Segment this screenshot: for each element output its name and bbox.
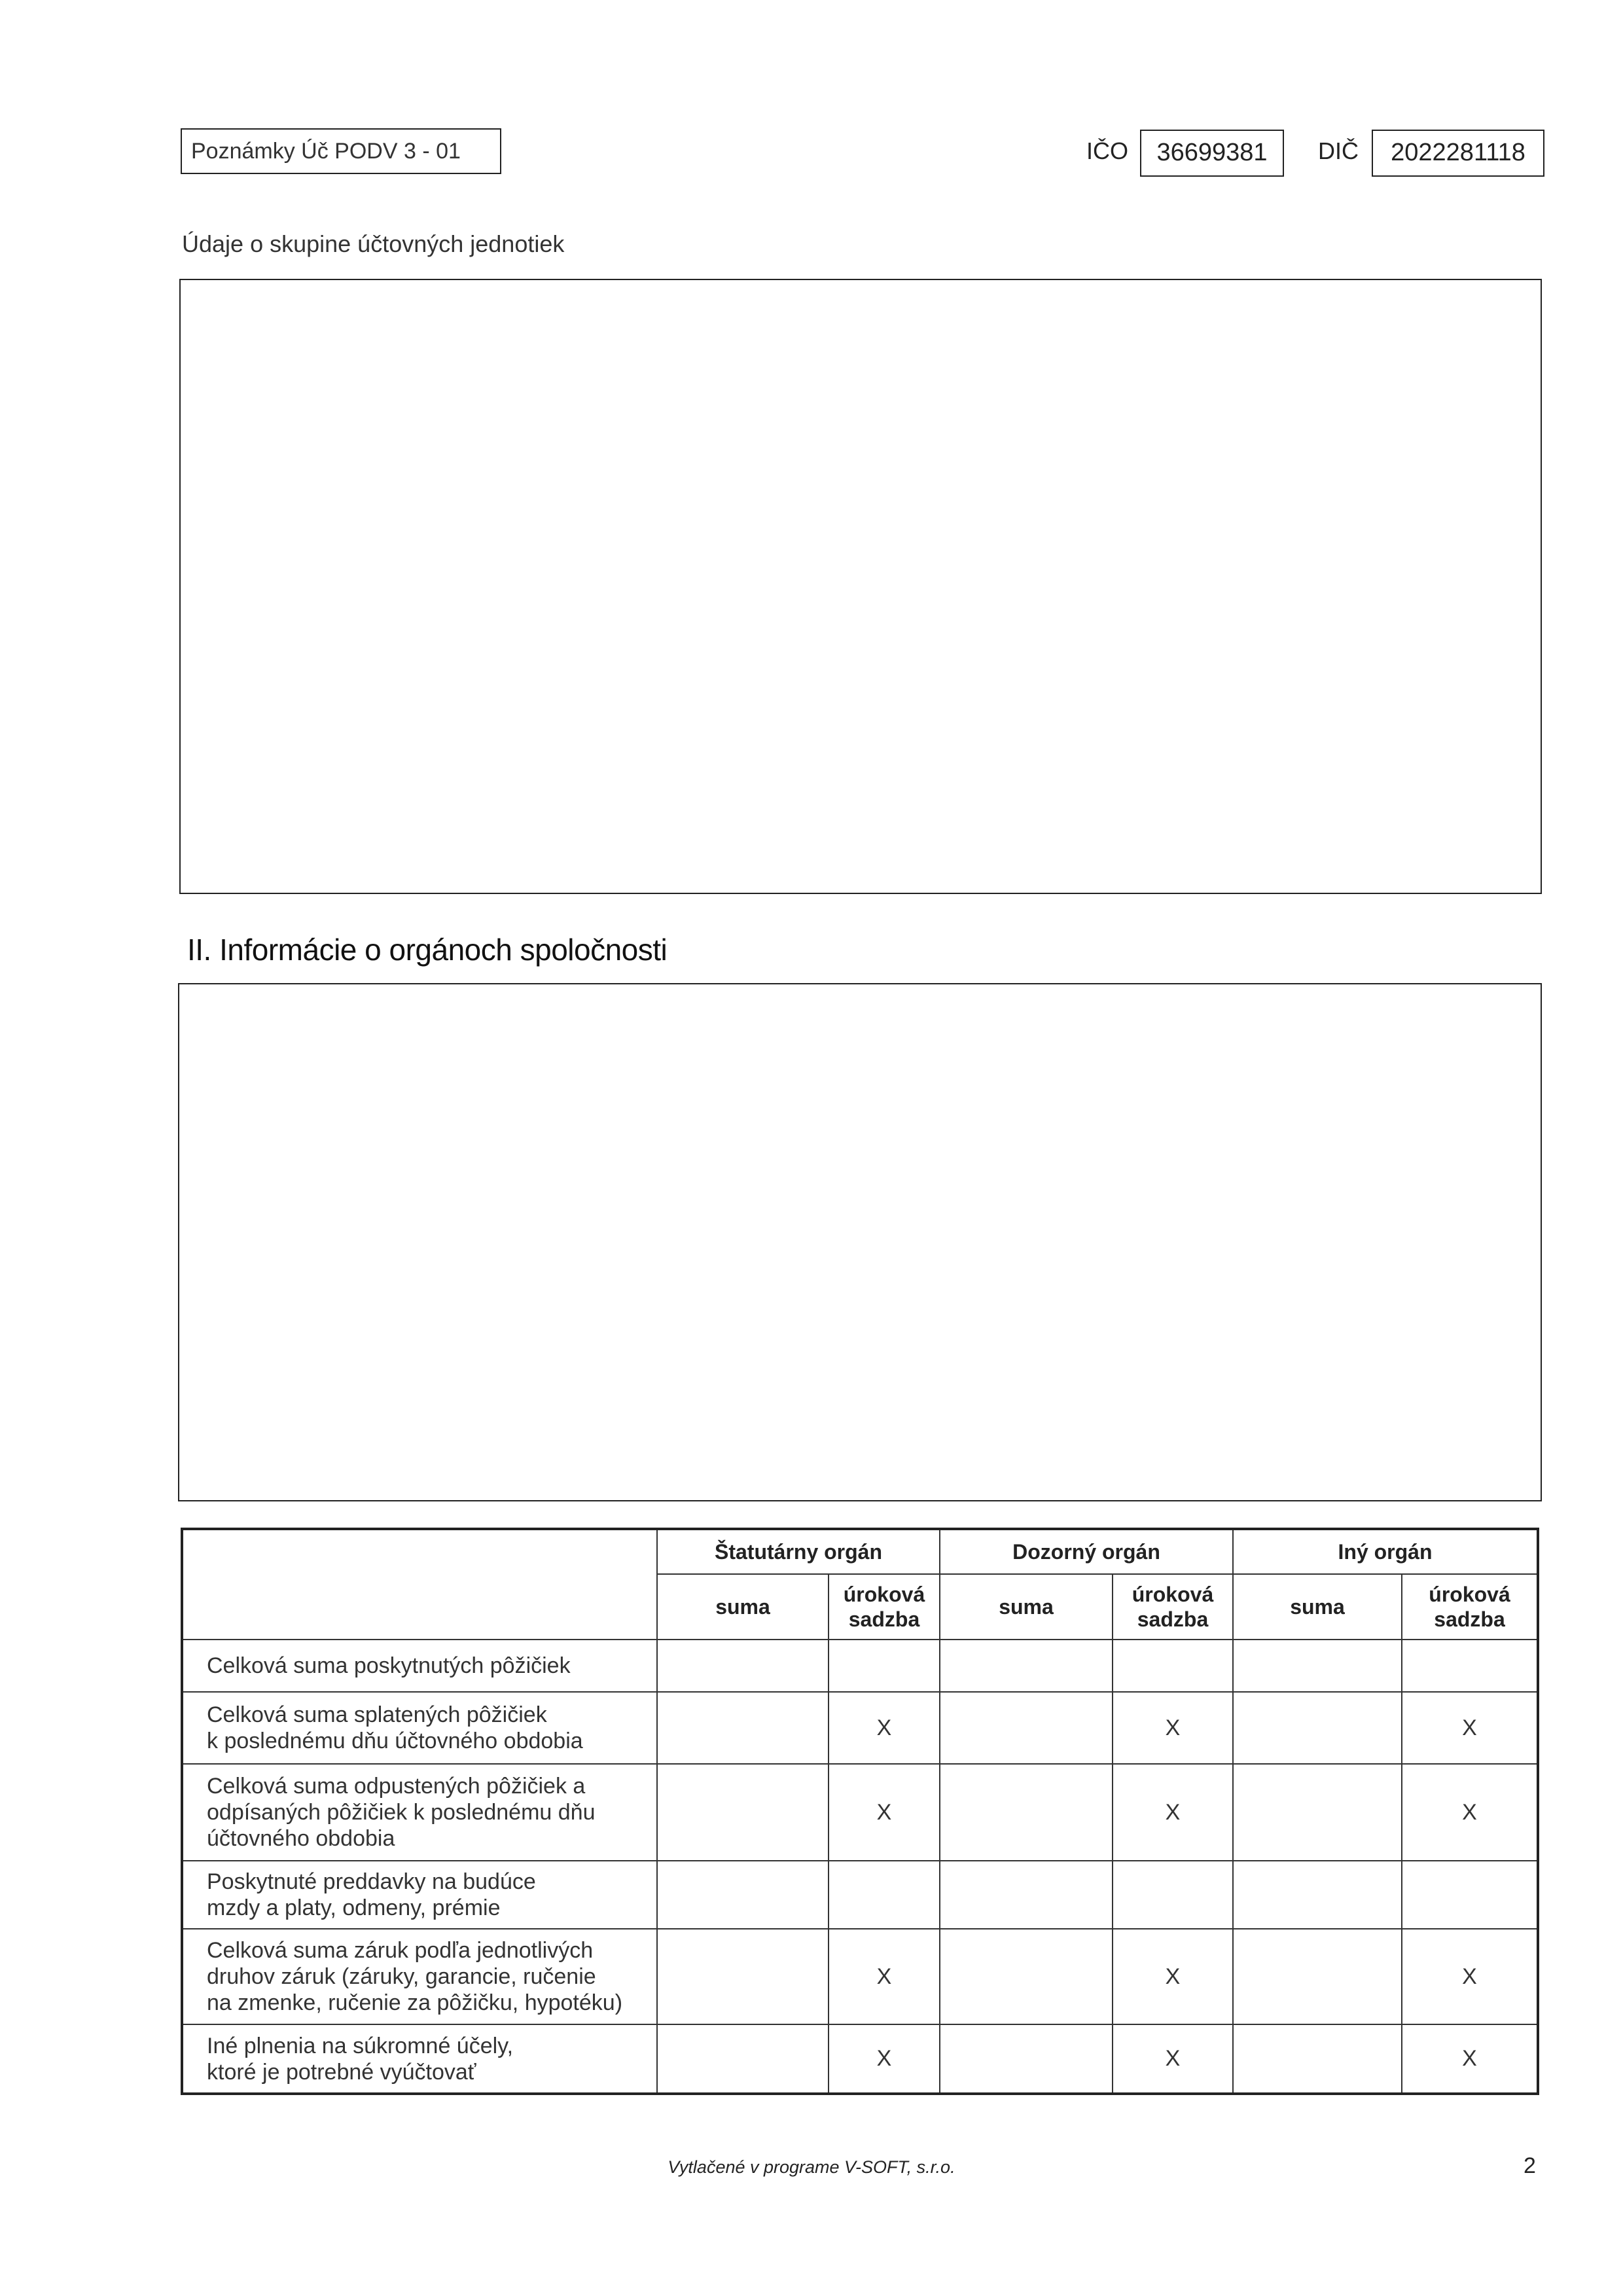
table-cell: X [1402,1764,1538,1861]
group-header-supervisory: Dozorný orgán [940,1529,1233,1574]
table-cell[interactable] [657,2024,829,2094]
sub-header-rate: úroková sadzba [829,1574,940,1640]
row-label: Celková suma odpustených pôžičiek a odpísaných pôžičiek k poslednému dňu účtovného obdobia [182,1764,657,1861]
table-cell: X [1113,2024,1233,2094]
table-cell[interactable] [940,1640,1113,1692]
table-cell[interactable] [1113,1640,1233,1692]
table-cell[interactable] [657,1861,829,1929]
table-cell[interactable] [940,1692,1113,1764]
table-row [182,1692,1538,1764]
table-row [182,1640,1538,1692]
group-header-other: Iný orgán [1233,1529,1538,1574]
table-group-header-row [182,1529,1538,1574]
table-cell: X [1402,1692,1538,1764]
table-cell[interactable] [657,1692,829,1764]
section-title-bodies: II. Informácie o orgánoch spoločnosti [187,933,668,967]
table-cell[interactable] [1113,1861,1233,1929]
ico-value: 36699381 [1156,139,1268,166]
sub-header-suma: suma [657,1574,829,1640]
sub-header-suma: suma [940,1574,1113,1640]
table-row [182,1929,1538,2024]
table-cell[interactable] [940,1929,1113,2024]
group-info-label: Údaje o skupine účtovných jednotiek [182,230,565,257]
table-cell: X [829,1692,940,1764]
dic-field [1372,130,1544,177]
dic-value: 2022281118 [1391,139,1525,166]
sub-header-suma: suma [1233,1574,1402,1640]
table-corner-cell [182,1529,657,1640]
bodies-info-text-area[interactable] [178,983,1542,1501]
table-cell[interactable] [657,1764,829,1861]
table-cell[interactable] [1233,1692,1402,1764]
ico-field [1140,130,1284,177]
sub-header-rate: úroková sadzba [1402,1574,1538,1640]
table-cell[interactable] [657,1929,829,2024]
table-cell: X [1402,2024,1538,2094]
table-cell[interactable] [1233,1861,1402,1929]
table-cell[interactable] [657,1640,829,1692]
table-cell[interactable] [1402,1861,1538,1929]
ico-label: IČO [1086,137,1129,164]
row-label: Celková suma splatených pôžičiek k poslednému dňu účtovného obdobia [182,1692,657,1764]
table-cell: X [1113,1692,1233,1764]
table-cell[interactable] [1233,1929,1402,2024]
table-cell[interactable] [1233,1764,1402,1861]
table-row [182,2024,1538,2094]
document-id: Poznámky Úč PODV 3 - 01 [191,139,461,164]
row-label: Celková suma poskytnutých pôžičiek [182,1640,657,1692]
group-info-text-area[interactable] [179,279,1542,894]
table-cell: X [829,2024,940,2094]
table-cell: X [1402,1929,1538,2024]
table-cell[interactable] [1233,1640,1402,1692]
row-label: Poskytnuté preddavky na budúce mzdy a platy, odmeny, prémie [182,1861,657,1929]
dic-label: DIČ [1318,137,1359,164]
table-row [182,1861,1538,1929]
table-cell: X [1113,1929,1233,2024]
loans-table [181,1528,1539,2095]
table-cell: X [1113,1764,1233,1861]
footer-printed-by: Vytlačené v programe V-SOFT, s.r.o. [668,2157,955,2177]
document-id-box [181,128,501,174]
group-header-statutory: Štatutárny orgán [657,1529,940,1574]
table-row [182,1764,1538,1861]
table-cell[interactable] [940,1764,1113,1861]
table-cell[interactable] [1402,1640,1538,1692]
row-label: Celková suma záruk podľa jednotlivých druhov záruk (záruky, garancie, ručenie na zmenke, ručenie za pôžičku, hypotéku) [182,1929,657,2024]
page-number: 2 [1524,2153,1536,2178]
sub-header-rate: úroková sadzba [1113,1574,1233,1640]
table-cell: X [829,1929,940,2024]
table-cell[interactable] [829,1640,940,1692]
table-cell[interactable] [940,1861,1113,1929]
table-cell[interactable] [1233,2024,1402,2094]
row-label: Iné plnenia na súkromné účely, ktoré je potrebné vyúčtovať [182,2024,657,2094]
table-cell[interactable] [829,1861,940,1929]
table-cell: X [829,1764,940,1861]
table-cell[interactable] [940,2024,1113,2094]
